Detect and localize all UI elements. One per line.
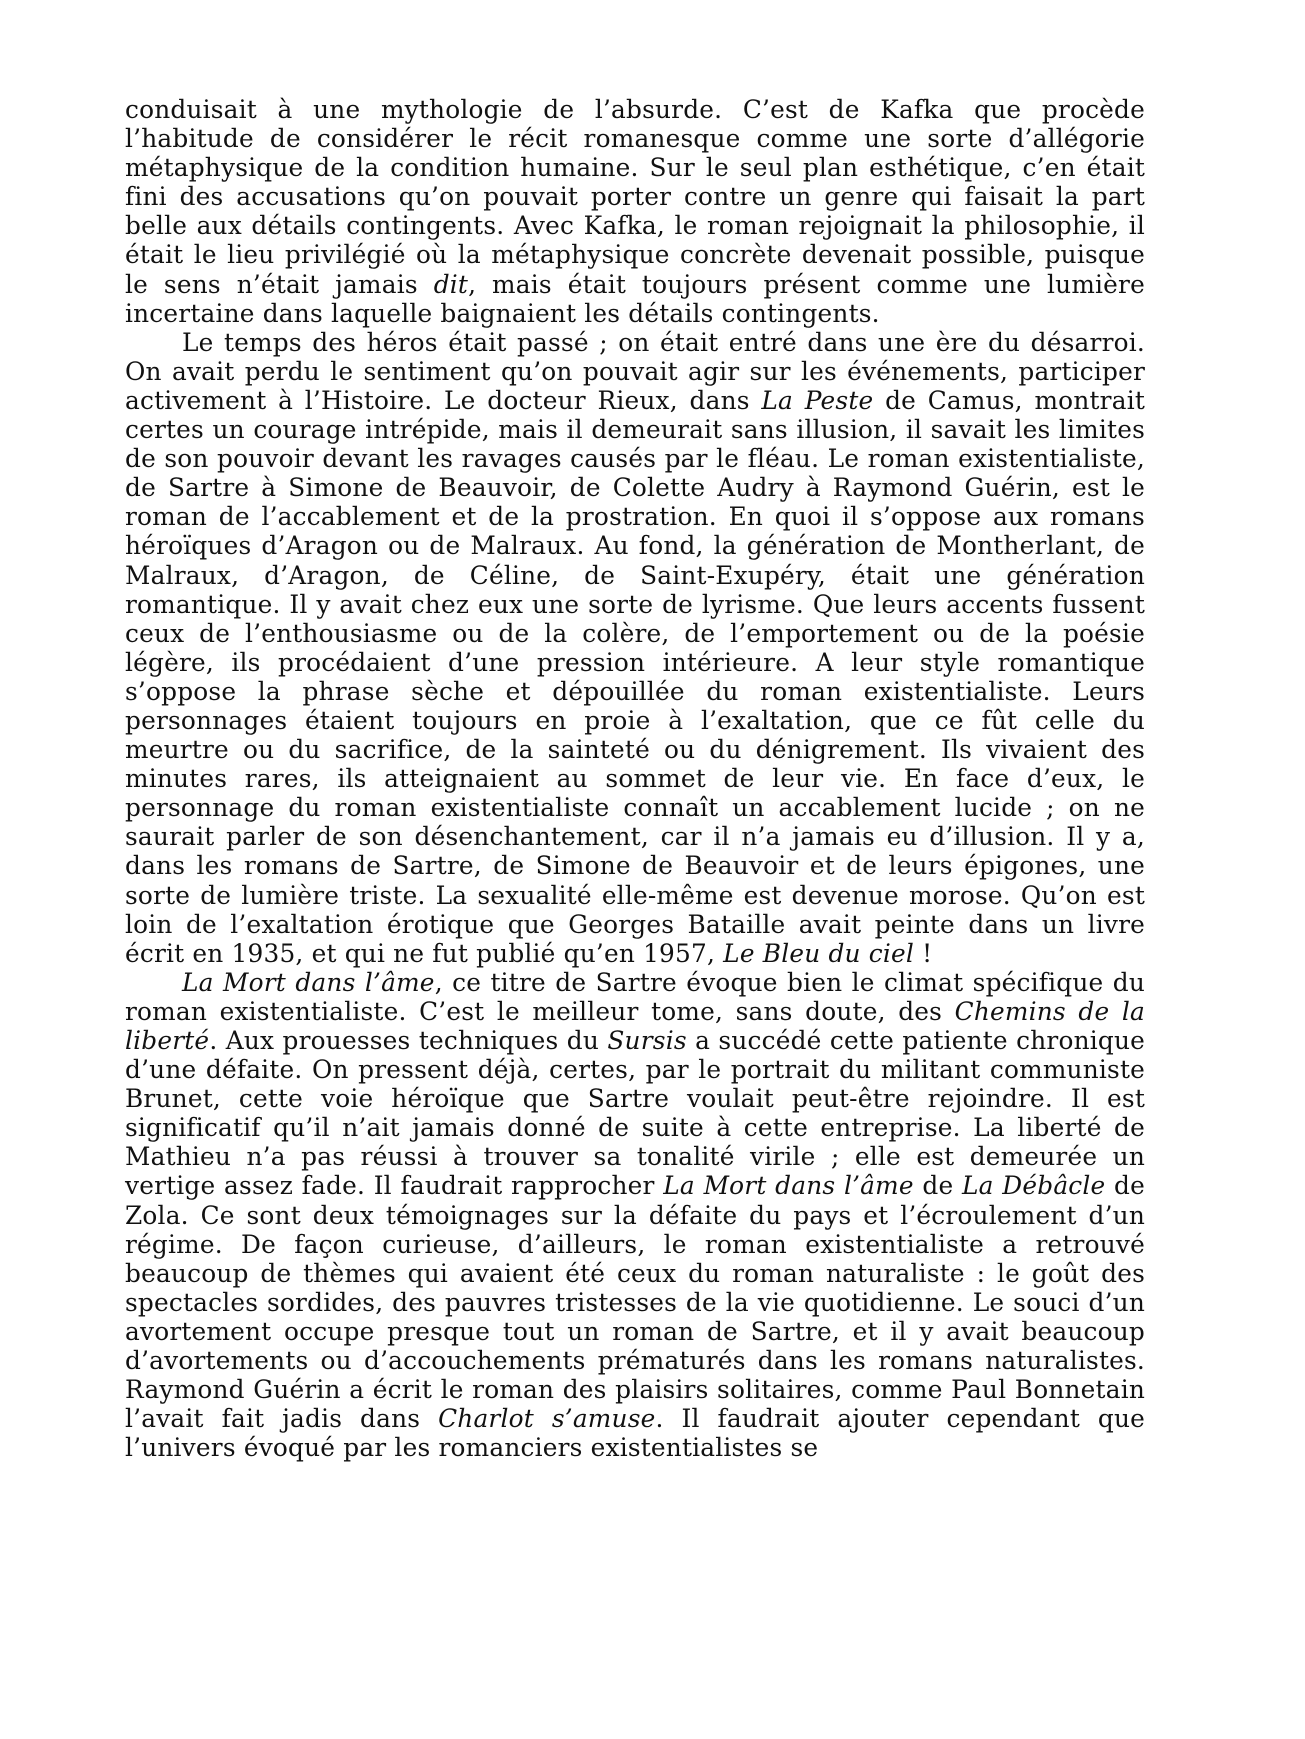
paragraph-1	[125, 95, 1145, 328]
p3-seg-3-italic: Chemins de la liberté	[125, 996, 1145, 1055]
p3-seg-7-italic: La Mort dans l’âme	[663, 1171, 914, 1201]
p1-seg-3: , mais était toujours présent comme une lumière incertaine dans laquelle baignaient les détails contingents.	[125, 269, 1145, 328]
p2-seg-2-italic: La Peste	[761, 385, 874, 415]
p3-seg-12: . Il faudrait ajouter cependant que l’univers évoqué par les romanciers existentialistes se	[125, 1404, 1146, 1463]
p2-seg-1: Le temps des héros était passé ; on était entré dans une ère du désarroi. On avait perdu le sentiment qu’on pouvait agir sur les événements, participer activement à l’Histoire. Le docteur Rieux, dans	[125, 327, 1145, 415]
p3-seg-1-italic: La Mort dans l’âme	[182, 967, 435, 997]
p3-seg-10: de Zola. Ce sont deux témoignages sur la défaite du pays et l’écroulement d’un régime. De façon curieuse, d’ailleurs, le roman existentialiste a retrouvé beaucoup de thèmes qui avaient été ceux du roman naturaliste : le goût des spectacles sordides, des pauvres tristesses de la vie quotidienne. Le souci d’un avortement occupe presque tout un roman de Sartre, et il y avait beaucoup d’avortements ou d’accouchements prématurés dans les romans naturalistes. Raymond Guérin a écrit le roman des plaisirs solitaires, comme Paul Bonnetain l’avait fait jadis dans	[125, 1171, 1146, 1434]
p2-seg-3: de Camus, montrait certes un courage intrépide, mais il demeurait sans illusion, il savait les limites de son pouvoir devant les ravages causés par le fléau. Le roman existentialiste, de Sartre à Simone de Beauvoir, de Colette Audry à Raymond Guérin, est le roman de l’accablement et de la prostration. En quoi il s’oppose aux romans héroïques d’Aragon ou de Malraux. Au fond, la génération de Montherlant, de Malraux, d’Aragon, de Céline, de Saint-Exupéry, était une génération romantique. Il y avait chez eux une sorte de lyrisme. Que leurs accents fussent ceux de l’enthousiasme ou de la colère, de l’emportement ou de la poésie légère, ils procédaient d’une pression intérieure. A leur style romantique s’oppose la phrase sèche et dépouillée du roman existentialiste. Leurs personnages étaient toujours en proie à l’exaltation, que ce fût celle du meurtre ou du sacrifice, de la sainteté ou du dénigrement. Ils vivaient des minutes rares, ils atteignaient au sommet de leur vie. En face d’eux, le personnage du roman existentialiste connaît un accablement lucide ; on ne saurait parler de son désenchantement, car il n’a jamais eu d’illusion. Il y a, dans les romans de Sartre, de Simone de Beauvoir et de leurs épigones, une sorte de lumière triste. La sexualité elle-même est devenue morose. Qu’on est loin de l’exaltation érotique que Georges Bataille avait peinte dans un livre écrit en 1935, et qui ne fut publié qu’en 1957,	[125, 385, 1145, 968]
p3-seg-2: , ce titre de Sartre évoque bien le climat spécifique du roman existentialiste. C’est le meilleur tome, sans doute, des	[125, 967, 1145, 1026]
page-text-block	[125, 95, 1145, 1462]
p3-seg-6: a succédé cette patiente chronique d’une défaite. On pressent déjà, certes, par le portrait du militant communiste Brunet, cette voie héroïque que Sartre voulait peut-être rejoindre. Il est significatif qu’il n’ait jamais donné de suite à cette entreprise. La liberté de Mathieu n’a pas réussi à trouver sa tonalité virile ; elle est demeurée un vertige assez fade. Il faudrait rapprocher	[125, 1026, 1145, 1201]
p1-seg-2-italic: dit	[433, 269, 469, 299]
paragraph-2	[125, 328, 1145, 968]
p2-seg-4-italic: Le Bleu du ciel	[723, 938, 915, 968]
paragraph-3	[125, 968, 1145, 1463]
p1-seg-1: conduisait à une mythologie de l’absurde. C’est de Kafka que procède l’habitude de considérer le récit romanesque comme une sorte d’allégorie métaphysique de la condition humaine. Sur le seul plan esthétique, c’en était fini des accusations qu’on pouvait porter contre un genre qui faisait la part belle aux détails contingents. Avec Kafka, le roman rejoignait la philosophie, il était le lieu privilégié où la métaphysique concrète devenait possible, puisque le sens n’était jamais	[125, 95, 1145, 299]
p3-seg-4: . Aux prouesses techniques du	[209, 1026, 608, 1055]
p3-seg-8: de	[913, 1171, 962, 1201]
p3-seg-5-italic: Sursis	[607, 1026, 687, 1055]
p3-seg-9-italic: La Débâcle	[962, 1171, 1106, 1201]
p3-seg-11-italic: Charlot s’amuse	[438, 1404, 656, 1434]
p2-seg-5: !	[914, 938, 933, 968]
